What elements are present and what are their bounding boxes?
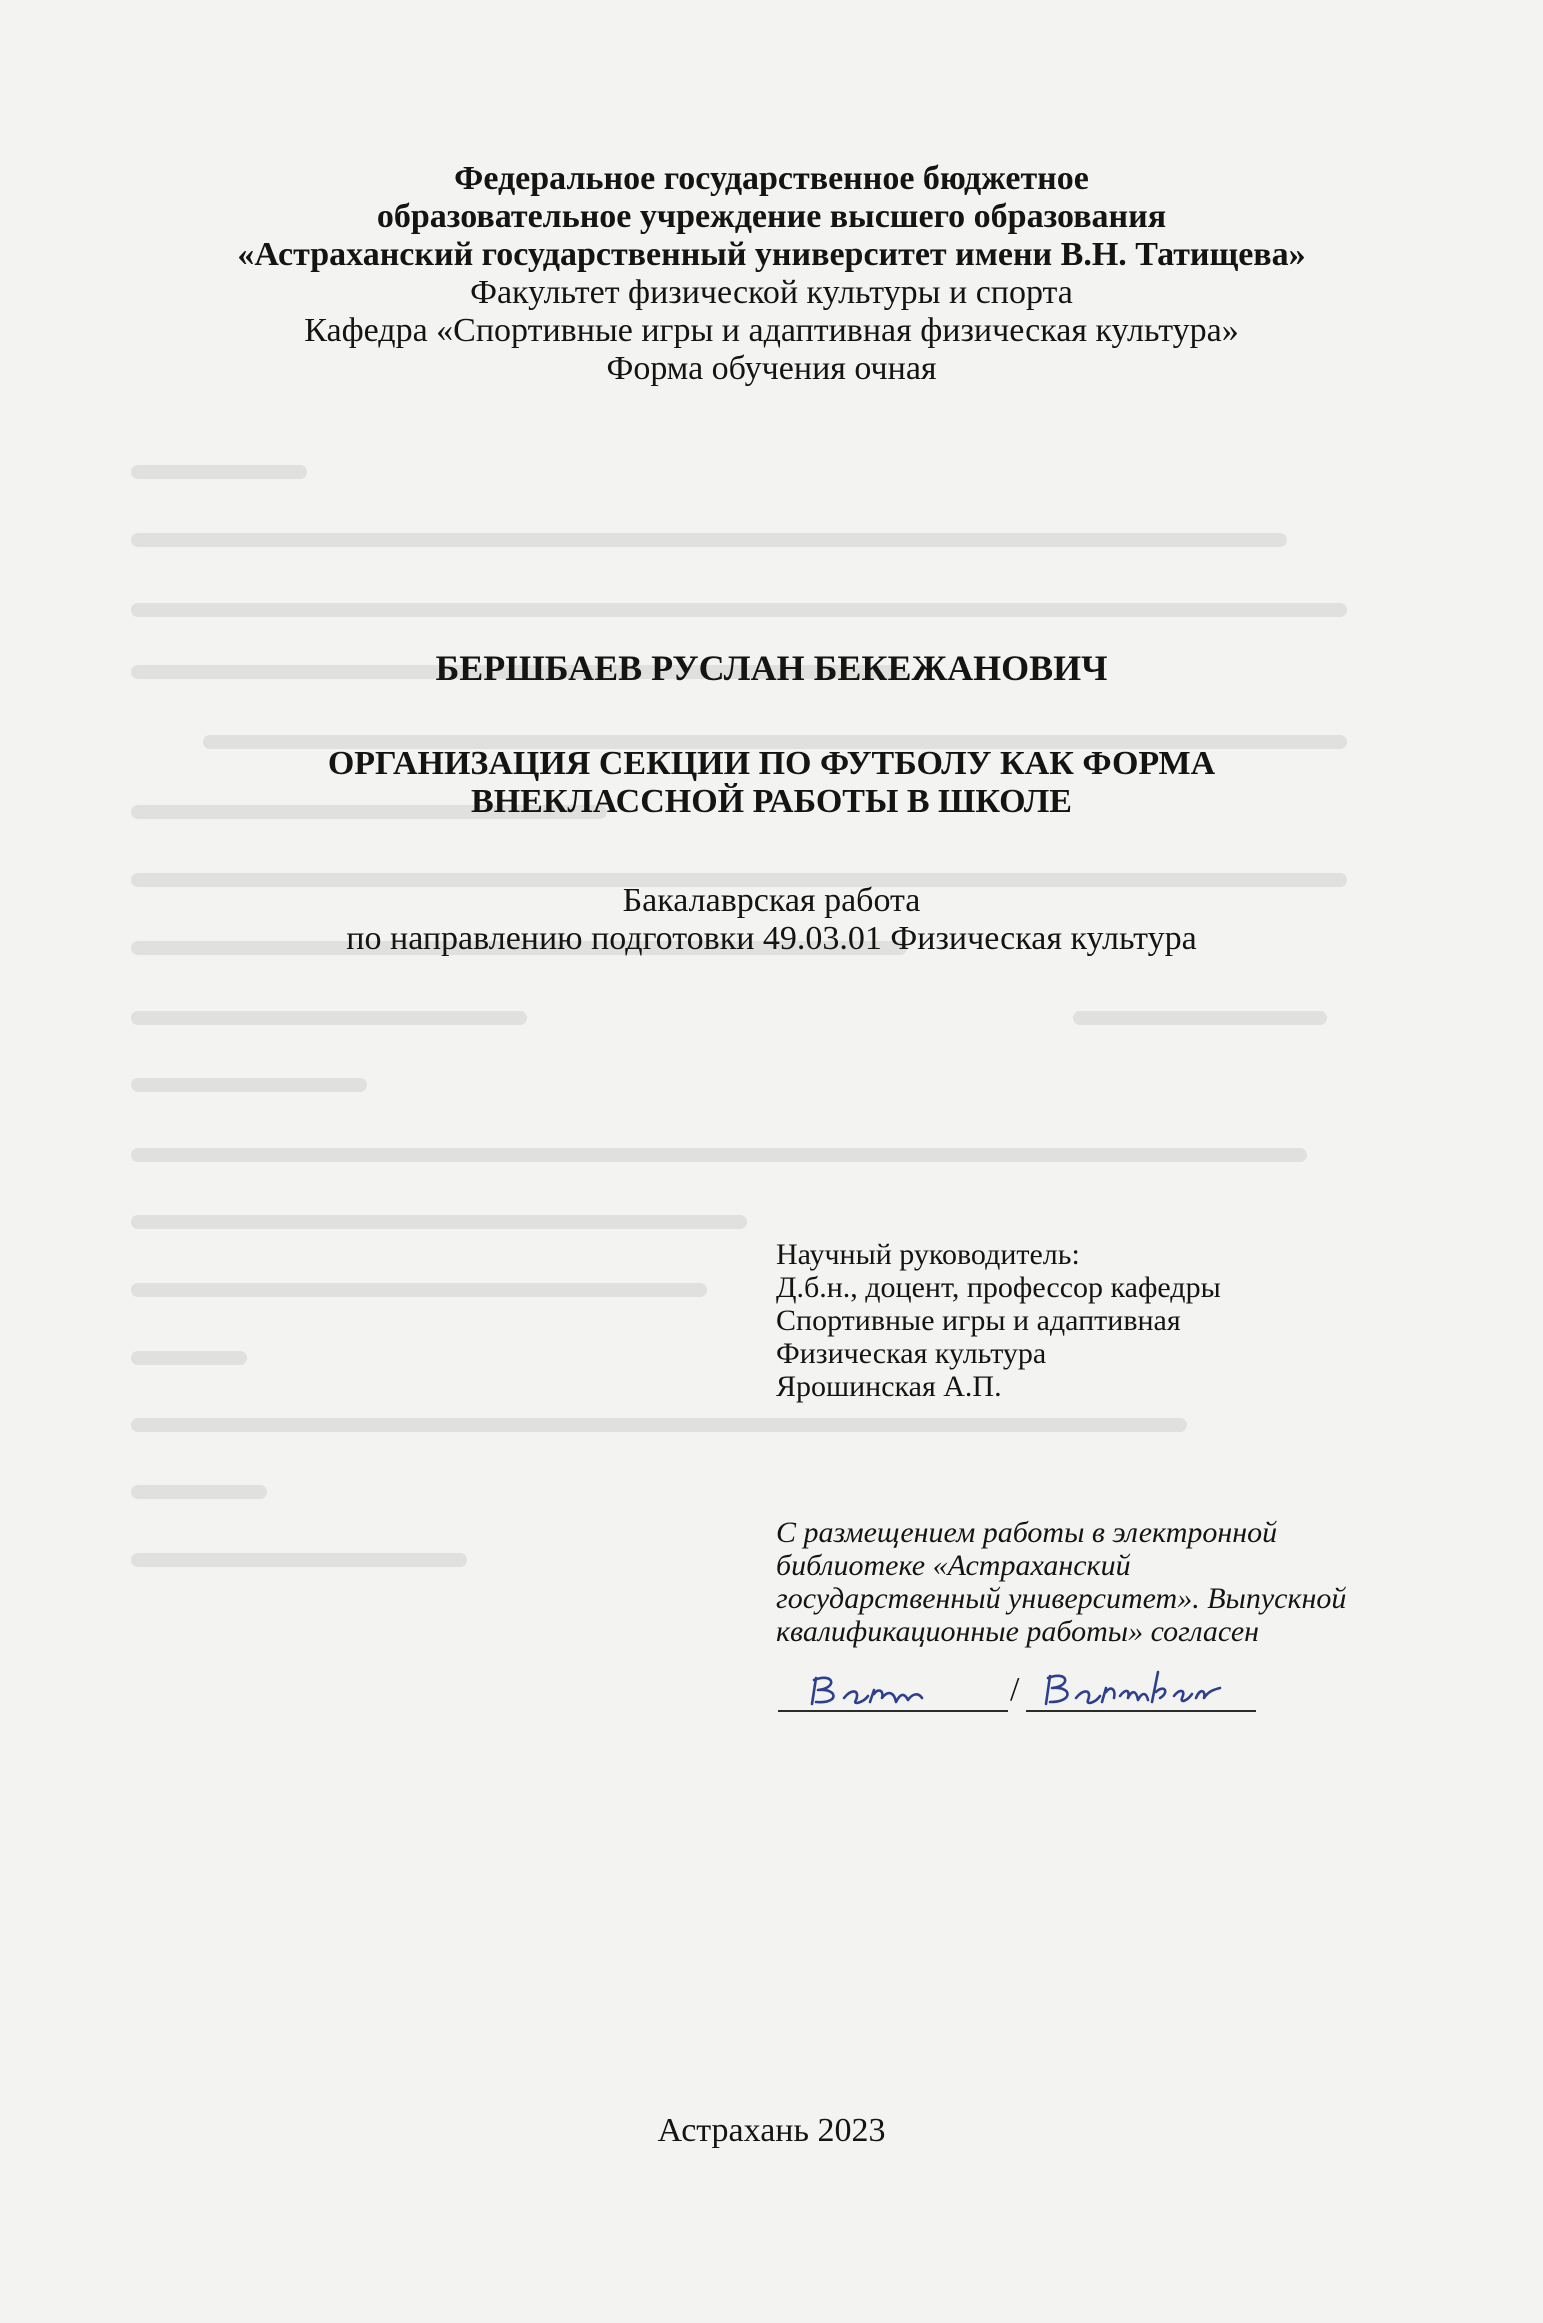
institution-line-2: образовательное учреждение высшего образования: [376, 198, 1167, 235]
signature-area: [778, 1660, 1278, 1730]
consent-line-3: государственный университет». Выпускной: [776, 1582, 1347, 1615]
consent-line-4: квалификационные работы» согласен: [776, 1615, 1260, 1648]
study-direction: по направлению подготовки 49.03.01 Физическая культура: [346, 920, 1197, 957]
handwritten-signature-1: [804, 1668, 944, 1716]
student-name: БЕРШБАЕВ РУСЛАН БЕКЕЖАНОВИЧ: [435, 648, 1108, 688]
handwritten-signature-2: [1040, 1666, 1240, 1716]
work-type: Бакалаврская работа: [622, 882, 921, 919]
department-line: Кафедра «Спортивные игры и адаптивная физическая культура»: [304, 312, 1239, 349]
supervisor-department-line-2: Физическая культура: [776, 1337, 1047, 1370]
institution-line-1: Федеральное государственное бюджетное: [454, 160, 1089, 197]
thesis-title-line-2: ВНЕКЛАССНОЙ РАБОТЫ В ШКОЛЕ: [471, 783, 1072, 820]
faculty-line: Факультет физической культуры и спорта: [470, 274, 1073, 311]
consent-line-2: библиотеке «Астраханский: [776, 1549, 1131, 1582]
institution-line-3: «Астраханский государственный университет имени В.Н. Татищева»: [237, 236, 1306, 273]
thesis-title: [0, 745, 1543, 821]
thesis-title-line-1: ОРГАНИЗАЦИЯ СЕКЦИИ ПО ФУТБОЛУ КАК ФОРМА: [327, 745, 1216, 782]
study-form-line: Форма обучения очная: [606, 350, 937, 387]
work-type-block: [0, 882, 1543, 958]
institution-header: [0, 160, 1543, 388]
consent-block: [776, 1516, 1416, 1648]
supervisor-department-line-1: Спортивные игры и адаптивная: [776, 1304, 1181, 1337]
supervisor-name: Ярошинская А.П.: [776, 1370, 1002, 1403]
supervisor-block: [776, 1238, 1416, 1403]
city-year: Астрахань 2023: [657, 2112, 886, 2149]
signature-separator: /: [1010, 1671, 1020, 1708]
supervisor-degree: Д.б.н., доцент, профессор кафедры: [776, 1271, 1221, 1304]
supervisor-label: Научный руководитель:: [776, 1238, 1080, 1271]
consent-line-1: С размещением работы в электронной: [776, 1516, 1278, 1549]
